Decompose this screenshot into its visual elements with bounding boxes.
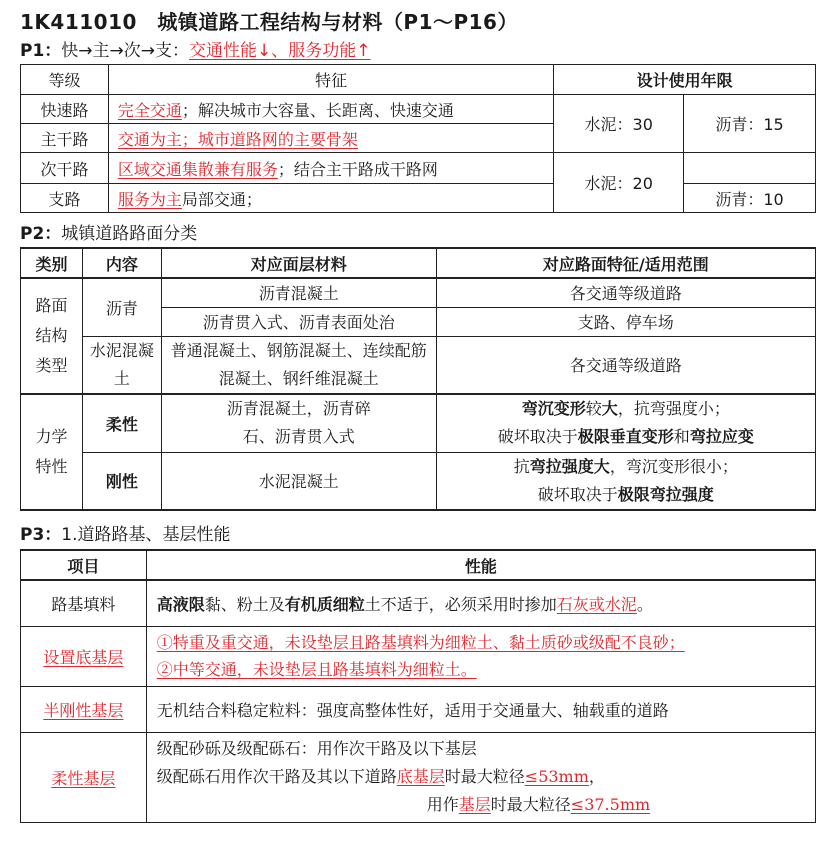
feature-text: ；解决城市大容量、长距离、快速交通 bbox=[181, 100, 454, 120]
content-rigid: 刚性 bbox=[82, 452, 161, 510]
text: ，弯沉变形很小； bbox=[609, 456, 738, 476]
performance-line-1: 级配砂砾及级配砾石：用作次干路及以下基层 bbox=[156, 739, 477, 758]
header-category: 类别 bbox=[21, 248, 83, 278]
table-row bbox=[21, 626, 816, 686]
grade-arterial: 主干路 bbox=[21, 124, 109, 153]
content-flexible: 柔性 bbox=[82, 394, 161, 452]
category-structure: 路面结构类型 bbox=[21, 278, 83, 394]
grade-branch: 支路 bbox=[21, 184, 109, 213]
performance-cell: 无机结合料稳定粒料：强度高整体性好，适用于交通量大、轴载重的道路 bbox=[146, 686, 815, 732]
feature-cell bbox=[436, 452, 815, 510]
table-row bbox=[21, 95, 816, 124]
road-grade-table bbox=[20, 64, 816, 213]
p2-text: 城镇道路路面分类 bbox=[61, 224, 198, 244]
table-row bbox=[21, 184, 816, 213]
text: 。 bbox=[636, 594, 653, 614]
text: 破坏取决于 bbox=[537, 484, 618, 504]
page-title: 1K411010 城镇道路工程结构与材料（P1～P16） bbox=[20, 10, 518, 34]
table-row bbox=[21, 580, 816, 626]
feature-highlight: 服务为主 bbox=[117, 189, 182, 209]
p1-highlight: 交通性能↓、服务功能↑ bbox=[189, 41, 371, 61]
red-text: ≤37.5mm bbox=[570, 795, 651, 814]
text: 时最大粒径 bbox=[490, 795, 571, 814]
material-cell: 水泥混凝土 bbox=[161, 452, 436, 510]
feature-cell: 各交通等级道路 bbox=[436, 336, 815, 394]
feature-cell: 各交通等级道路 bbox=[436, 278, 815, 307]
header-content: 内容 bbox=[82, 248, 161, 278]
header-material: 对应面层材料 bbox=[161, 248, 436, 278]
life-asphalt-2: 沥青：10 bbox=[684, 184, 816, 213]
feature-cell bbox=[436, 394, 815, 452]
bold-text: 极限垂直变形 bbox=[577, 427, 674, 447]
bold-text: 弯沉变形 bbox=[521, 399, 586, 419]
feature-text: ；结合主干路成干路网 bbox=[277, 159, 438, 179]
red-text: 底基层 bbox=[396, 767, 445, 786]
bold-text: 弯拉强度大 bbox=[529, 456, 610, 476]
table-row bbox=[21, 686, 816, 732]
category-mechanics: 力学特性 bbox=[21, 394, 83, 510]
text: 用作 bbox=[426, 795, 459, 814]
p2-label: P2： bbox=[20, 224, 62, 244]
p1-label: P1： bbox=[20, 41, 62, 61]
feature-highlight: 区域交通集散兼有服务 bbox=[117, 159, 278, 179]
table-row bbox=[21, 732, 816, 822]
red-text: ≤53mm bbox=[524, 767, 589, 786]
material-cell: 沥青混凝土 bbox=[161, 278, 436, 307]
subgrade-table bbox=[20, 549, 816, 823]
performance-line-2 bbox=[157, 763, 815, 791]
life-asphalt-1: 沥青：15 bbox=[684, 95, 816, 153]
material-cell: 普通混凝土、钢筋混凝土、连续配筋混凝土、钢纤维混凝土 bbox=[161, 336, 436, 394]
feature-highlight: 完全交通 bbox=[117, 100, 182, 120]
header-feature: 特征 bbox=[108, 65, 553, 95]
bold-text: 极限弯拉强度 bbox=[617, 484, 714, 504]
p1-prefix: 快→主→次→支： bbox=[61, 41, 190, 61]
content-cement: 水泥混凝土 bbox=[82, 336, 161, 394]
life-cement-2: 水泥：20 bbox=[554, 153, 684, 213]
p3-text: 1.道路路基、基层性能 bbox=[61, 525, 231, 545]
p3-label: P3： bbox=[20, 525, 62, 545]
header-feature: 对应路面特征/适用范围 bbox=[436, 248, 815, 278]
item-cell: 柔性基层 bbox=[21, 732, 147, 822]
text: 和 bbox=[673, 427, 690, 447]
material-cell: 沥青贯入式、沥青表面处治 bbox=[161, 307, 436, 336]
text: 破坏取决于 bbox=[497, 427, 578, 447]
red-text: 基层 bbox=[458, 795, 491, 814]
text: 较 bbox=[585, 399, 602, 419]
bold-text: 高液限 bbox=[156, 594, 205, 614]
p1-heading bbox=[20, 36, 371, 61]
grade-secondary: 次干路 bbox=[21, 153, 109, 184]
feature-text: 局部交通； bbox=[181, 189, 262, 209]
bold-text: 大 bbox=[601, 399, 618, 419]
text: ，抗弯强度小； bbox=[617, 399, 730, 419]
text: 黏、粉土及 bbox=[204, 594, 285, 614]
item-cell: 路基填料 bbox=[21, 580, 147, 626]
life-cement-1: 水泥：30 bbox=[554, 95, 684, 153]
feature-cell: 支路、停车场 bbox=[436, 307, 815, 336]
item-cell: 半刚性基层 bbox=[21, 686, 147, 732]
bold-text: 有机质细粒 bbox=[284, 594, 365, 614]
header-performance: 性能 bbox=[146, 550, 815, 580]
header-item: 项目 bbox=[21, 550, 147, 580]
grade-expressway: 快速路 bbox=[21, 95, 109, 124]
item-cell: 设置底基层 bbox=[21, 626, 147, 686]
pavement-table bbox=[20, 247, 816, 511]
bold-text: 弯拉应变 bbox=[689, 427, 754, 447]
text: 土不适于，必须采用时掺加 bbox=[364, 594, 557, 614]
header-grade: 等级 bbox=[21, 65, 109, 95]
feature-highlight: 交通为主；城市道路网的主要骨架 bbox=[117, 129, 358, 149]
text: ， bbox=[588, 767, 605, 786]
performance-line-3 bbox=[157, 791, 815, 819]
p2-heading bbox=[20, 219, 197, 244]
p3-heading bbox=[20, 520, 231, 545]
red-text: 石灰或水泥 bbox=[556, 594, 637, 614]
text: 级配砾石用作次干路及其以下道路 bbox=[156, 767, 397, 786]
header-design-life: 设计使用年限 bbox=[554, 65, 816, 95]
table-row bbox=[21, 153, 816, 184]
content-asphalt: 沥青 bbox=[82, 278, 161, 336]
life-blank bbox=[684, 153, 816, 184]
text: 抗 bbox=[513, 456, 530, 476]
condition-line-1: ①特重及重交通，未设垫层且路基填料为细粒土、黏土质砂或级配不良砂； bbox=[156, 633, 685, 652]
text: 时最大粒径 bbox=[444, 767, 525, 786]
condition-line-2: ②中等交通，未设垫层且路基填料为细粒土。 bbox=[156, 660, 477, 679]
material-cell: 沥青混凝土，沥青碎石、沥青贯入式 bbox=[161, 394, 436, 452]
